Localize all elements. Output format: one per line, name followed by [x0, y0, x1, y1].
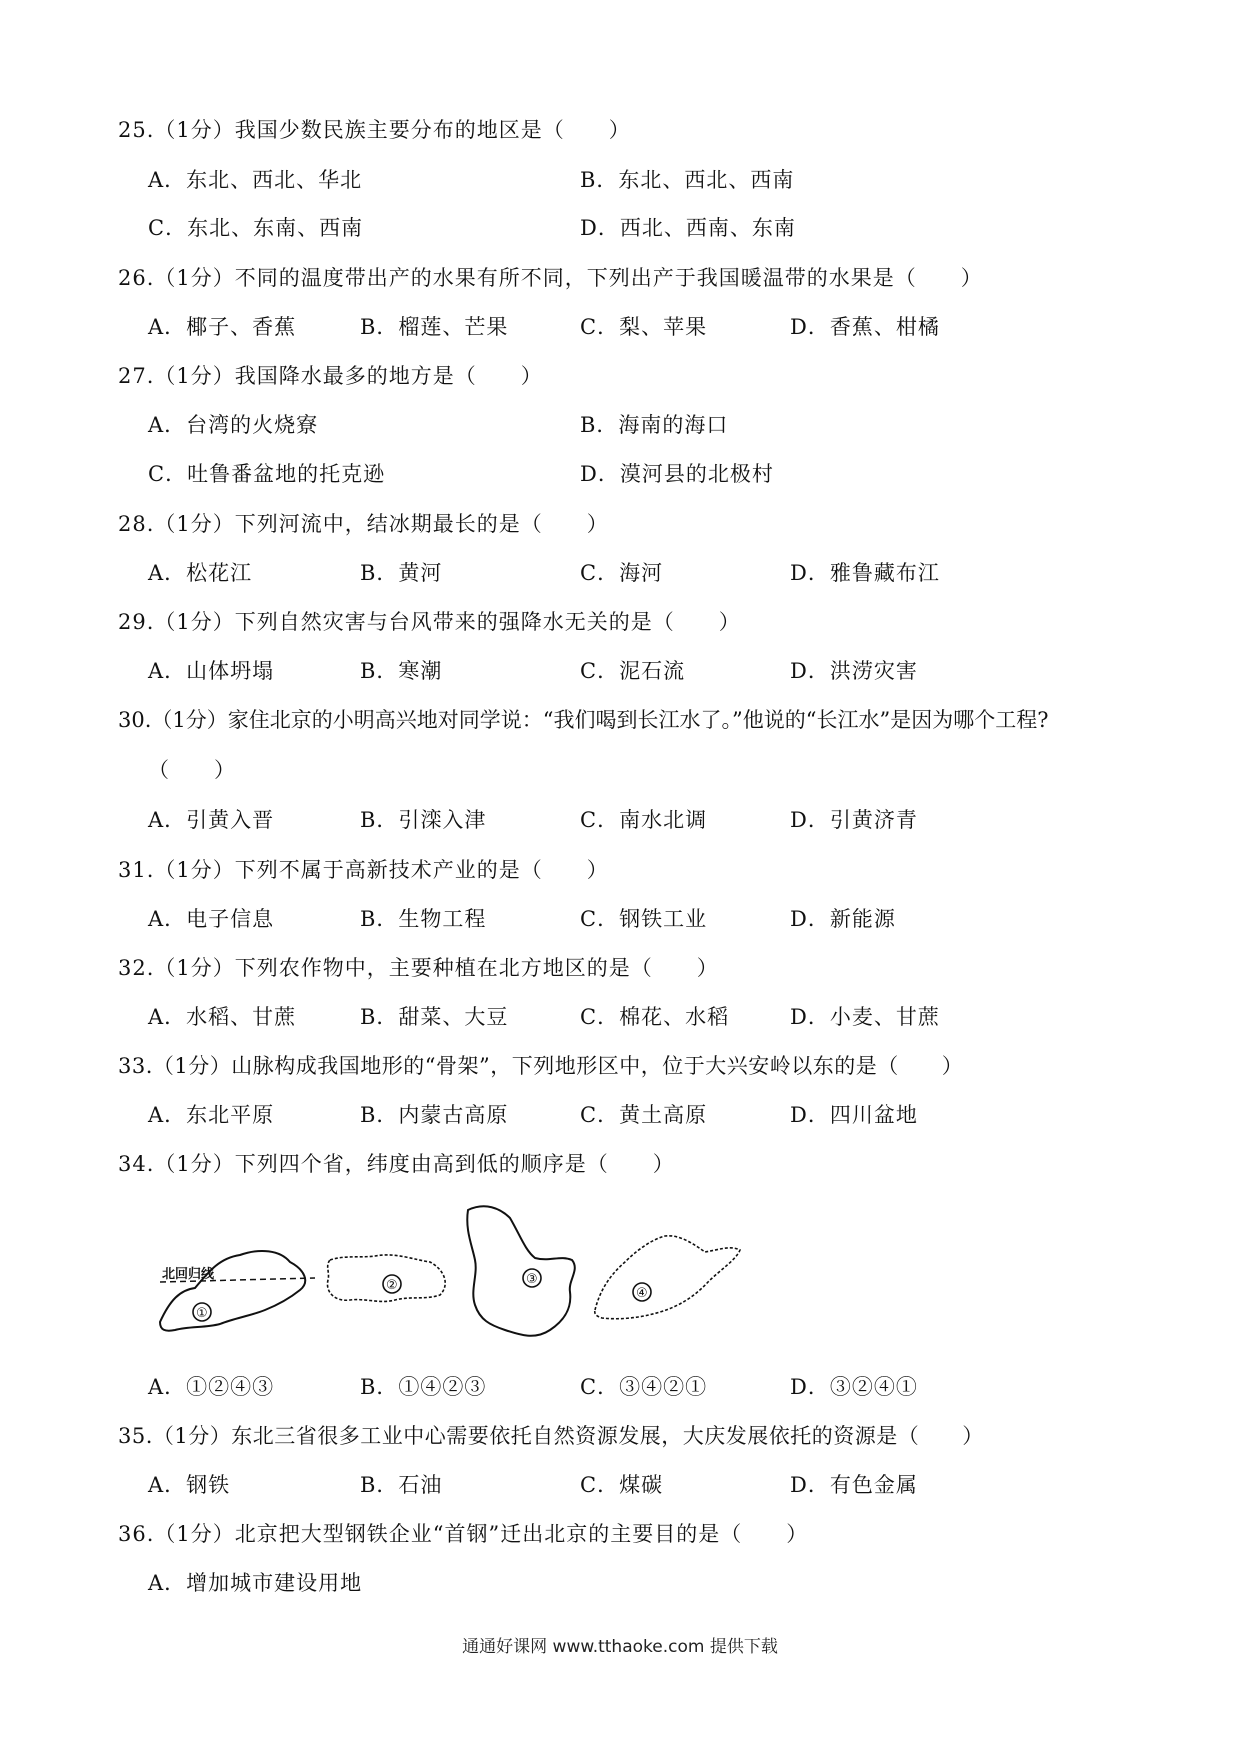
question-30: 30.（1分）家住北京的小明高兴地对同学说：“我们喝到长江水了。”他说的“长江水”是因为哪个工程?: [118, 708, 1049, 732]
option-26-c: C．梨、苹果: [580, 315, 708, 339]
option-29-a: A．山体坍塌: [148, 659, 275, 683]
question-30-bracket: （ ）: [148, 758, 236, 782]
option-30-a: A．引黄入晋: [148, 808, 275, 832]
option-29-c: C．泥石流: [580, 659, 686, 683]
option-25-b: B．东北、西北、西南: [580, 168, 795, 192]
province-map-1: [160, 1251, 315, 1331]
option-35-d: D．有色金属: [790, 1473, 918, 1497]
option-28-b: B．黄河: [360, 561, 443, 585]
question-26: 26.（1分）不同的温度带出产的水果有所不同，下列出产于我国暖温带的水果是（ ）: [118, 266, 983, 290]
option-28-d: D．雅鲁藏布江: [790, 561, 940, 585]
option-31-d: D．新能源: [790, 907, 896, 931]
option-32-a: A．水稻、甘蔗: [148, 1005, 297, 1029]
option-33-a: A．东北平原: [148, 1103, 275, 1127]
question-28: 28.（1分）下列河流中，结冰期最长的是（ ）: [118, 512, 609, 536]
option-26-a: A．椰子、香蕉: [148, 315, 297, 339]
option-25-a: A．东北、西北、华北: [148, 168, 363, 192]
question-32: 32.（1分）下列农作物中，主要种植在北方地区的是（ ）: [118, 956, 719, 980]
question-25: 25.（1分）我国少数民族主要分布的地区是（ ）: [118, 118, 631, 142]
option-32-c: C．棉花、水稻: [580, 1005, 730, 1029]
option-28-c: C．海河: [580, 561, 664, 585]
option-29-b: B．寒潮: [360, 659, 443, 683]
province-map-4: [595, 1236, 740, 1319]
question-34: 34.（1分）下列四个省，纬度由高到低的顺序是（ ）: [118, 1152, 675, 1176]
option-27-b: B．海南的海口: [580, 413, 729, 437]
option-34-c: C．③④②①: [580, 1375, 708, 1399]
marker-3: ③: [526, 1272, 538, 1287]
question-36: 36.（1分）北京把大型钢铁企业“首钢”迁出北京的主要目的是（ ）: [118, 1522, 809, 1546]
marker-2: ②: [386, 1278, 398, 1293]
marker-4: ④: [636, 1286, 648, 1301]
option-25-d: D．西北、西南、东南: [580, 216, 796, 240]
question-33: 33.（1分）山脉构成我国地形的“骨架”，下列地形区中，位于大兴安岭以东的是（ ）: [118, 1054, 964, 1078]
option-33-d: D．四川盆地: [790, 1103, 918, 1127]
option-29-d: D．洪涝灾害: [790, 659, 918, 683]
question-27: 27.（1分）我国降水最多的地方是（ ）: [118, 364, 543, 388]
option-33-b: B．内蒙古高原: [360, 1103, 509, 1127]
option-30-b: B．引滦入津: [360, 808, 487, 832]
question-31: 31.（1分）下列不属于高新技术产业的是（ ）: [118, 858, 609, 882]
option-27-c: C．吐鲁番盆地的托克逊: [148, 462, 386, 486]
option-33-c: C．黄土高原: [580, 1103, 708, 1127]
province-maps-figure: [140, 1200, 820, 1350]
option-27-d: D．漠河县的北极村: [580, 462, 774, 486]
option-27-a: A．台湾的火烧寮: [148, 413, 319, 437]
option-30-c: C．南水北调: [580, 808, 708, 832]
option-32-d: D．小麦、甘蔗: [790, 1005, 940, 1029]
option-35-b: B．石油: [360, 1473, 443, 1497]
option-26-b: B．榴莲、芒果: [360, 315, 509, 339]
option-34-d: D．③②④①: [790, 1375, 918, 1399]
option-32-b: B．甜菜、大豆: [360, 1005, 509, 1029]
option-34-b: B．①④②③: [360, 1375, 487, 1399]
option-36-a: A．增加城市建设用地: [148, 1571, 363, 1595]
option-31-b: B．生物工程: [360, 907, 487, 931]
option-28-a: A．松花江: [148, 561, 253, 585]
province-map-3: [467, 1206, 575, 1335]
option-30-d: D．引黄济青: [790, 808, 918, 832]
option-31-c: C．钢铁工业: [580, 907, 708, 931]
marker-1: ①: [196, 1306, 208, 1321]
option-34-a: A．①②④③: [148, 1375, 275, 1399]
page-footer: 通通好课网 www.tthaoke.com 提供下载: [462, 1637, 778, 1657]
option-35-c: C．煤碳: [580, 1473, 664, 1497]
option-26-d: D．香蕉、柑橘: [790, 315, 940, 339]
question-35: 35.（1分）东北三省很多工业中心需要依托自然资源发展，大庆发展依托的资源是（ ）: [118, 1424, 984, 1448]
tropic-label: 北回归线: [162, 1267, 215, 1282]
option-35-a: A．钢铁: [148, 1473, 231, 1497]
question-29: 29.（1分）下列自然灾害与台风带来的强降水无关的是（ ）: [118, 610, 741, 634]
option-25-c: C．东北、东南、西南: [148, 216, 364, 240]
option-31-a: A．电子信息: [148, 907, 275, 931]
